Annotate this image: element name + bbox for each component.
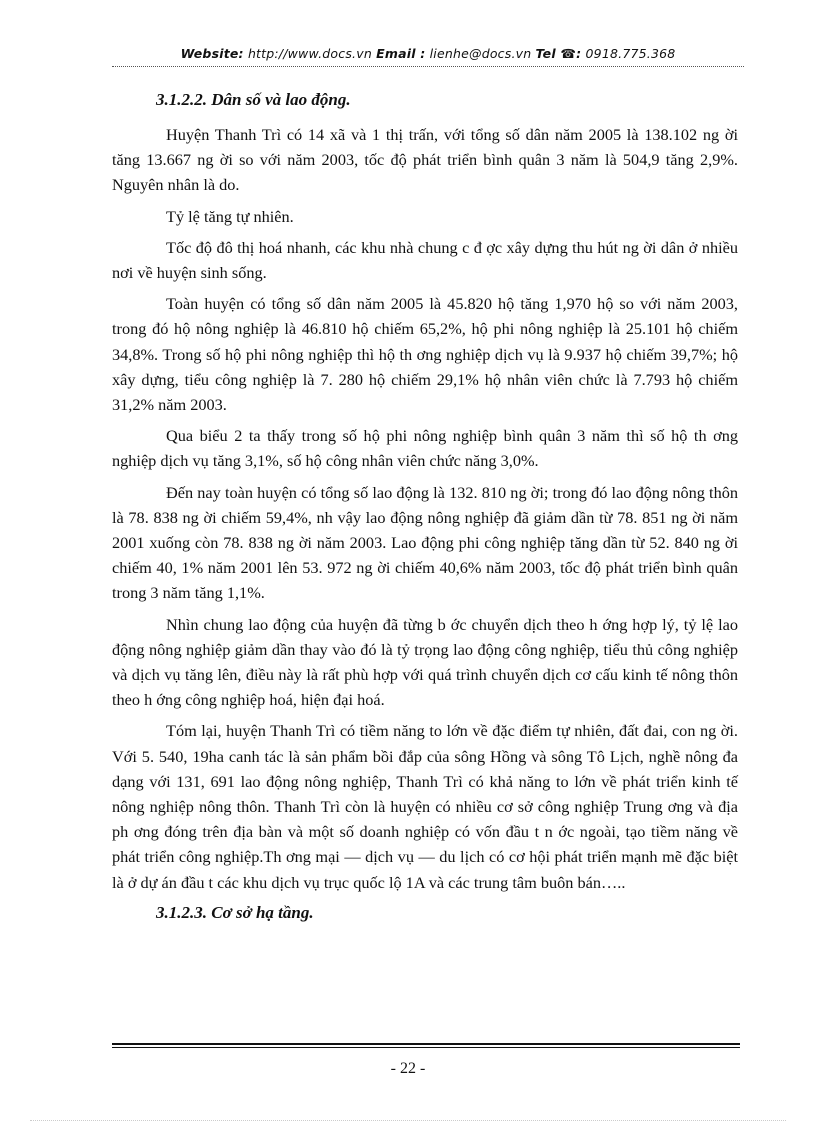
website-link[interactable]: http://www.docs.vn <box>243 46 377 61</box>
document-body <box>112 88 738 935</box>
footer-divider <box>112 1043 740 1045</box>
website-label: Website: <box>180 46 244 61</box>
page-bottom-border <box>30 1120 786 1121</box>
footer-divider-thin <box>112 1047 740 1048</box>
paragraph: Qua biểu 2 ta thấy trong số hộ phi nông nghiệp bình quân 3 năm thì số hộ th ơng nghiệp dịch vụ tăng 3,1%, số hộ công nhân viên chức năng 3,0%. <box>112 426 738 471</box>
section-heading-infrastructure: 3.1.2.3. Cơ sở hạ tầng. <box>156 902 314 922</box>
page-header <box>112 46 744 61</box>
header-divider <box>112 66 744 67</box>
email-label: Email : <box>376 46 426 61</box>
paragraph: Tốc độ đô thị hoá nhanh, các khu nhà chung c đ ợc xây dựng thu hút ng ời dân ở nhiều nơi về huyện sinh sống. <box>112 237 738 283</box>
paragraph: Huyện Thanh Trì có 14 xã và 1 thị trấn, với tổng số dân năm 2005 là 138.102 ng ời tăng 13.667 ng ời so với năm 2003, tốc độ phát triển bình quân 3 năm là 504,9 tăng 2,9%. Nguyên nhân là do. <box>112 125 738 195</box>
phone-number: 0918.775.368 <box>581 46 676 61</box>
paragraph: Tỷ lệ tăng tự nhiên. <box>166 206 294 226</box>
page-number: - 22 - <box>390 1060 426 1077</box>
paragraph: Toàn huyện có tổng số dân năm 2005 là 45.820 hộ tăng 1,970 hộ so với năm 2003, trong đó hộ nông nghiệp là 46.810 hộ chiếm 65,2%, hộ phi nông nghiệp là 25.101 hộ chiếm 34,8%. Trong số hộ phi nông nghiệp thì hộ th ơng nghiệp dịch vụ là 9.937 hộ chiếm 39,7%; hộ xây dựng, tiểu công nghiệp là 7. 280 hộ chiếm 29,1% hộ nhân viên chức là 7.793 hộ chiếm 31,2% năm 2003. <box>112 294 738 415</box>
paragraph: Nhìn chung lao động của huyện đã từng b ớc chuyển dịch theo h ớng hợp lý, tỷ lệ lao động nông nghiệp giảm dần thay vào đó là tỷ trọng lao động công nghiệp, tiểu thủ công nghiệp và dịch vụ tăng lên, điều này là rất phù hợp với quá trình chuyển dịch cơ cấu kinh tế nông thôn theo h ớng công nghiệp hoá, hiện đại hoá. <box>112 614 738 710</box>
phone-label: Tel ☎: <box>535 46 582 61</box>
paragraph: Đến nay toàn huyện có tổng số lao động là 132. 810 ng ời; trong đó lao động nông thôn là 78. 838 ng ời chiếm 59,4%, nh vậy lao động nông nghiệp đã giảm dần từ 78. 851 ng ời năm 2001 xuống còn 78. 838 ng ời năm 2003. Lao động phi công nghiệp tăng dần từ 52. 840 ng ời chiếm 40, 1% năm 2001 lên 53. 972 ng ời chiếm 40,6% năm 2003, tốc độ phát triển bình quân trong 3 năm tăng 1,1%. <box>112 482 738 603</box>
email-link[interactable]: lienhe@docs.vn <box>425 46 536 61</box>
section-heading-population: 3.1.2.2. Dân số và lao động. <box>156 90 351 109</box>
paragraph: Tóm lại, huyện Thanh Trì có tiềm năng to lớn về đặc điểm tự nhiên, đất đai, con ng ời. Với 5. 540, 19ha canh tác là sản phẩm bồi đắp của sông Hồng và sông Tô Lịch, nghề nông đa dạng với 131, 691 lao động nông nghiệp, Thanh Trì có khả năng to lớn về phát triển kinh tế nông nghiệp nông thôn. Thanh Trì còn là huyện có nhiều cơ sở công nghiệp Trung ơng và địa ph ơng đóng trên địa bàn và một số doanh nghiệp có vốn đầu t n ớc ngoài, tạo tiềm năng về phát triển công nghiệp.Th ơng mại — dịch vụ — du lịch có cơ hội phát triển mạnh mẽ đặc biệt là ở dự án đầu t các khu dịch vụ trục quốc lộ 1A và các trung tâm buôn bán….. <box>112 721 738 892</box>
